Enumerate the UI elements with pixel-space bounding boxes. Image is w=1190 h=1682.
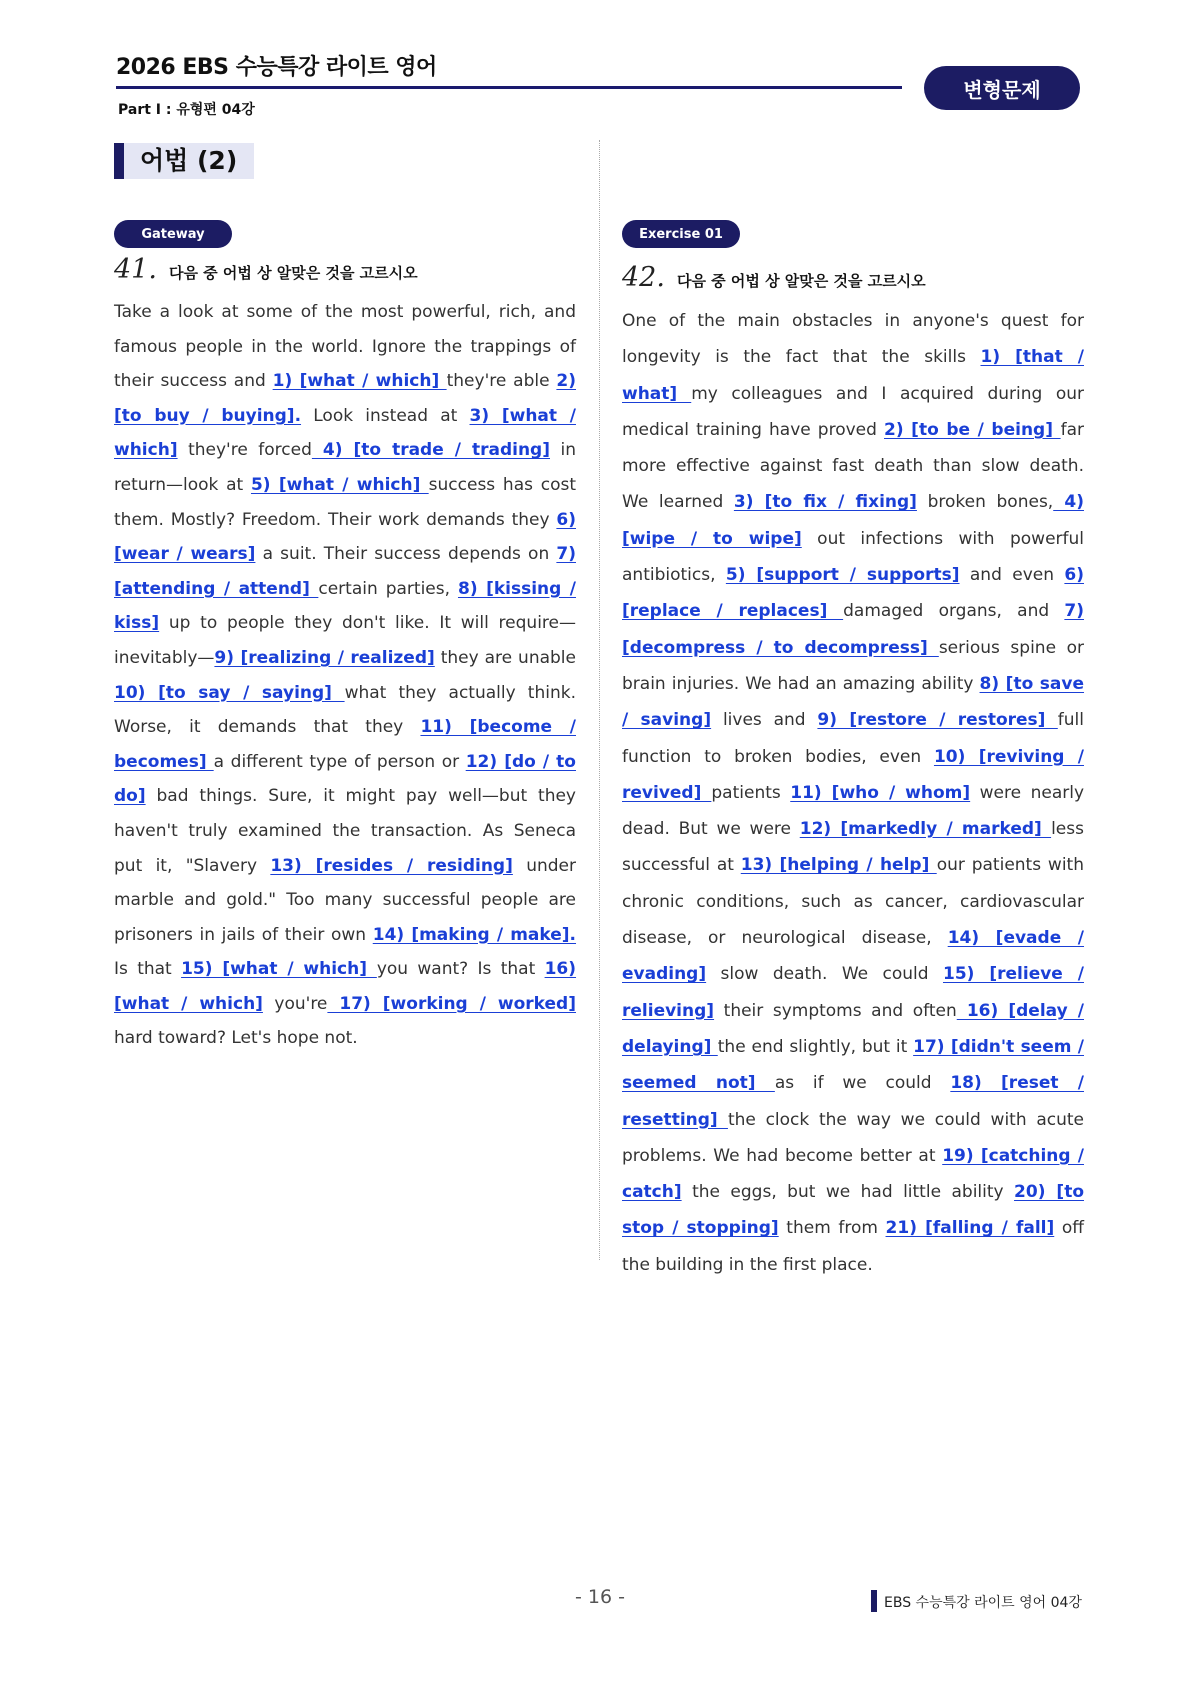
passage-text: out infections with powerful antibiotics, (622, 528, 1084, 586)
question-instruction: 다음 중 어법 상 알맞은 것을 고르시오 (676, 272, 926, 290)
grammar-choice-blank: 19) [catching / catch] (622, 1145, 1084, 1203)
passage-text: bad things. Sure, it might pay well—but they haven't truly examined the transaction. As Seneca put it, "Slavery (114, 786, 576, 876)
passage-text: hard toward? Let's hope not. (114, 1028, 358, 1049)
grammar-choice-blank: 10) [to say / saying] (114, 682, 345, 703)
grammar-choice-blank: 16) [delay / delaying] (622, 1000, 1084, 1057)
passage-text: Take a look at some of the most powerful, rich, and famous people in the world. Ignore the trappings of their success and (114, 302, 576, 392)
passage-text: their symptoms and often (714, 1000, 957, 1021)
question-instruction: 다음 중 어법 상 알맞은 것을 고르시오 (168, 264, 418, 282)
grammar-choice-blank: 16) [what / which] (114, 959, 577, 1014)
grammar-choice-blank: 13) [helping / help] (740, 855, 937, 876)
passage-text: were nearly dead. But we were (622, 782, 1085, 840)
passage-text: up to people they don't like. It will require—inevitably— (114, 613, 576, 668)
passage-text: you want? Is that (376, 959, 545, 980)
passage-text: slow death. We could (706, 964, 943, 985)
passage-text: in return—look at (114, 440, 576, 495)
passage-text: my colleagues and I acquired during our medical training have proved (622, 383, 1084, 440)
passage-text: they're forced (177, 440, 312, 461)
question-header (622, 262, 1122, 293)
variant-problem-badge: 변형문제 (924, 66, 1080, 110)
grammar-choice-blank: 7) [decompress / to decompress] (622, 601, 1084, 658)
grammar-choice-blank: 15) [what / which] (181, 959, 377, 980)
grammar-choice-blank: 6) [replace / replaces] (622, 565, 1084, 622)
passage-text: they're able (446, 371, 557, 392)
left-column (114, 220, 614, 1056)
footer-label: EBS 수능특강 라이트 영어 04강 (884, 1595, 1082, 1611)
footer-accent-bar (871, 1590, 877, 1612)
grammar-choice-blank: 12) [markedly / marked] (799, 819, 1052, 840)
book-title: 2026 EBS 수능특강 라이트 영어 (116, 55, 437, 80)
question-header (114, 254, 614, 285)
grammar-choice-blank: 15) [relieve / relieving] (622, 964, 1084, 1021)
exercise-pill: Exercise 01 (622, 220, 740, 248)
passage-text: One of the main obstacles in anyone's quest for longevity is the fact that the skills (622, 311, 1084, 368)
passage-text: under marble and gold." Too many successful people are prisoners in jails of their own (114, 855, 576, 945)
question-number: 41. (114, 254, 157, 285)
passage-text: the clock the way we could with acute problems. We had become better at (622, 1109, 1084, 1166)
passage-text: a different type of person or (213, 751, 466, 772)
grammar-choice-blank: 3) [to fix / fixing] (733, 492, 917, 513)
grammar-choice-blank: 17) [didn't seem / seemed not] (622, 1036, 1084, 1094)
grammar-choice-blank: 1) [what / which] (272, 371, 447, 392)
grammar-choice-blank: 11) [become / becomes] (114, 717, 576, 772)
passage-text: success has cost them. Mostly? Freedom. Their work demands they (114, 474, 576, 530)
grammar-choice-blank: 8) [kissing / kiss] (114, 578, 576, 634)
grammar-choice-blank: 9) [realizing / realized] (214, 647, 435, 668)
grammar-choice-blank: 4) [to trade / trading] (311, 440, 550, 461)
section-title: 어법 (2) (140, 146, 238, 175)
grammar-choice-blank: 20) [to stop / stopping] (622, 1182, 1084, 1239)
passage (622, 303, 1084, 1283)
question-number: 42. (622, 262, 665, 293)
grammar-choice-blank: 2) [to be / being] (884, 419, 1061, 440)
page-number: - 16 - (575, 1586, 625, 1608)
passage-text: certain parties, (318, 578, 458, 599)
passage-text: the end slightly, but it (717, 1036, 914, 1057)
grammar-choice-blank: 8) [to save / saving] (622, 673, 1085, 731)
passage-text: broken bones, (916, 492, 1054, 513)
grammar-choice-blank: 4) [wipe / to wipe] (622, 492, 1084, 549)
grammar-choice-blank: 14) [evade / evading] (622, 928, 1085, 985)
passage-text: they are unable (434, 647, 576, 668)
grammar-choice-blank: 12) [do / to do] (114, 751, 576, 807)
grammar-choice-blank: 6) [wear / wears] (114, 509, 576, 565)
passage-text: less successful at (622, 819, 1084, 876)
grammar-choice-blank: 17) [working / worked] (327, 993, 576, 1014)
passage-text: a suit. Their success depends on (255, 544, 557, 565)
grammar-choice-blank: 10) [reviving / revived] (622, 746, 1084, 803)
grammar-choice-blank: 5) [what / which] (250, 474, 429, 495)
passage-text: Is that (114, 959, 182, 980)
passage-text: lives and (711, 710, 818, 731)
header-divider (116, 86, 902, 89)
passage-text: full function to broken bodies, even (622, 710, 1084, 767)
grammar-choice-blank: 14) [making / make]. (372, 924, 577, 945)
passage-text: far more effective against fast death than slow death. We learned (622, 419, 1084, 513)
passage-text: damaged organs, and (843, 601, 1065, 622)
passage-text: you're (262, 993, 328, 1014)
part-label: Part Ⅰ : 유형편 04강 (118, 102, 255, 118)
grammar-choice-blank: 1) [that / what] (622, 347, 1084, 404)
grammar-choice-blank: 9) [restore / restores] (817, 710, 1058, 731)
passage-text: and even (959, 565, 1065, 586)
gateway-pill: Gateway (114, 220, 232, 248)
passage-text: as if we could (774, 1073, 951, 1094)
passage-text: them from (778, 1218, 886, 1239)
grammar-choice-blank: 18) [reset / resetting] (622, 1073, 1084, 1130)
grammar-choice-blank: 21) [falling / fall] (885, 1218, 1055, 1239)
grammar-choice-blank: 2) [to buy / buying]. (114, 371, 576, 426)
passage-text: serious spine or brain injuries. We had an amazing ability (622, 637, 1084, 694)
passage-text: our patients with chronic conditions, such as cancer, cardiovascular disease, or neurological disease, (622, 855, 1084, 949)
passage-text: Look instead at (301, 405, 470, 426)
right-column (622, 220, 1122, 1283)
grammar-choice-blank: 3) [what / which] (114, 405, 576, 461)
passage (114, 295, 576, 1056)
passage-text: what they actually think. Worse, it demands that they (114, 682, 576, 738)
passage-text: the eggs, but we had little ability (681, 1182, 1015, 1203)
section-title-accent-bar (114, 143, 124, 179)
passage-text: patients (711, 782, 791, 803)
passage-text: off the building in the first place. (622, 1218, 1084, 1275)
grammar-choice-blank: 11) [who / whom] (790, 782, 971, 803)
grammar-choice-blank: 13) [resides / residing] (270, 855, 513, 876)
grammar-choice-blank: 5) [support / supports] (725, 565, 960, 586)
grammar-choice-blank: 7) [attending / attend] (114, 544, 576, 599)
